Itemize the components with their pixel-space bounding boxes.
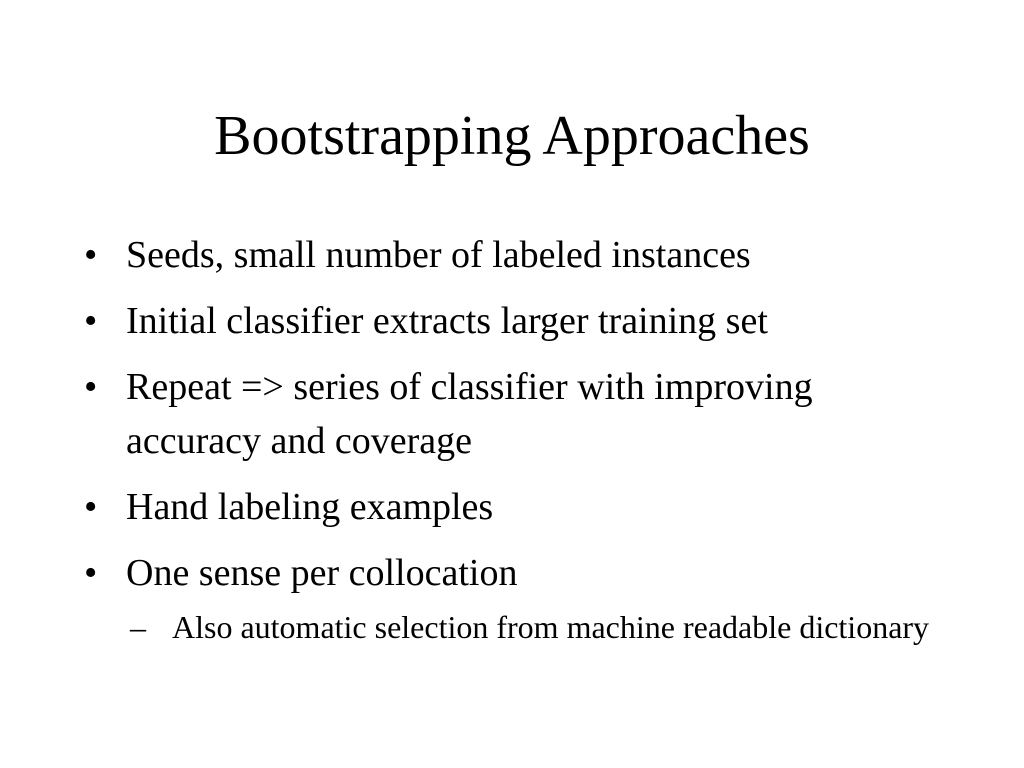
sub-bullet-text: Also automatic selection from machine readable dictionary — [172, 609, 930, 645]
bullet-text: Seeds, small number of labeled instances — [126, 234, 751, 276]
bullet-marker: • — [84, 234, 98, 276]
sub-bullet-list — [126, 604, 944, 650]
bullet-text: Hand labeling examples — [126, 486, 494, 528]
bullet-item — [84, 546, 944, 650]
sub-bullet-marker: – — [130, 609, 146, 645]
bullet-text: Initial classifier extracts larger training set — [126, 300, 768, 342]
bullet-list — [84, 228, 944, 662]
slide-title: Bootstrapping Approaches — [214, 105, 810, 167]
bullet-text: Repeat => series of classifier with improving accuracy and coverage — [126, 366, 813, 462]
bullet-item — [84, 294, 944, 348]
bullet-marker: • — [84, 300, 98, 342]
bullet-item — [84, 228, 944, 282]
bullet-text: One sense per collocation — [126, 552, 518, 594]
bullet-marker: • — [84, 486, 98, 528]
sub-bullet-item — [130, 604, 944, 650]
bullet-marker: • — [84, 366, 98, 408]
bullet-item — [84, 360, 944, 468]
bullet-marker: • — [84, 552, 98, 594]
bullet-item — [84, 480, 944, 534]
